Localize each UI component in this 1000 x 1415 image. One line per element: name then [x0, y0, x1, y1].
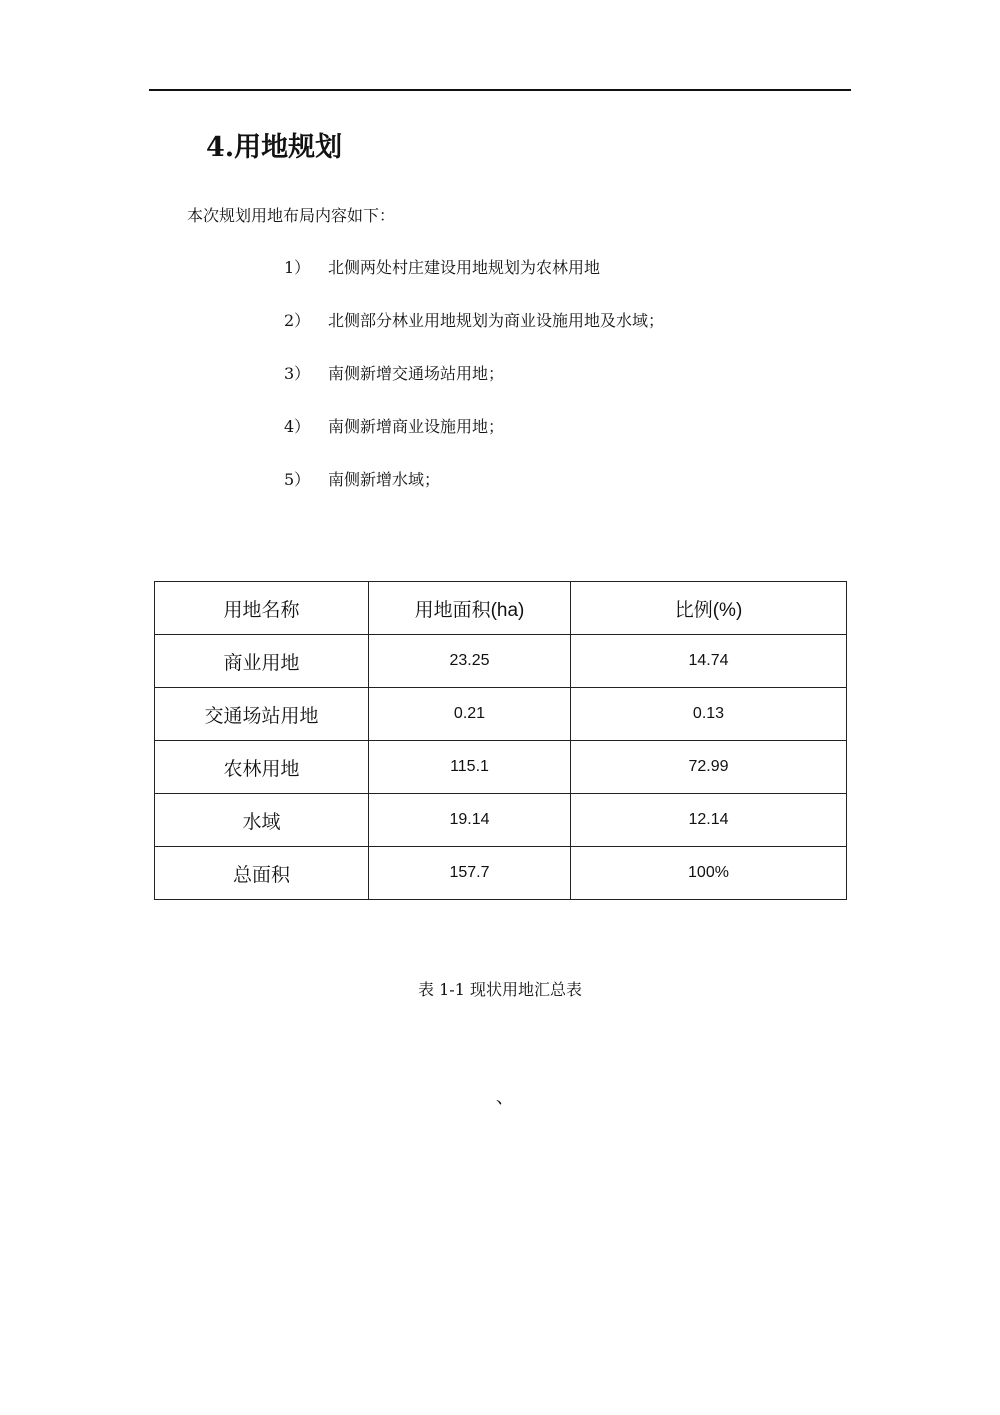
land-name-cell: 交通场站用地: [155, 688, 369, 741]
land-area-cell: 19.14: [369, 794, 571, 847]
ratio-cell: 100%: [571, 847, 847, 900]
land-name-cell: 农林用地: [155, 741, 369, 794]
ratio-cell: 14.74: [571, 635, 847, 688]
table-header-row: [155, 582, 847, 635]
land-area-cell: 115.1: [369, 741, 571, 794]
column-header-land-area: 用地面积(ha): [369, 582, 571, 635]
list-item-text: 南侧新增交通场站用地；: [328, 364, 505, 383]
table-row: [155, 794, 847, 847]
list-item: [284, 414, 504, 440]
list-item-number: 4）: [284, 417, 311, 436]
list-item-text: 北侧两处村庄建设用地规划为农林用地: [328, 258, 601, 277]
land-use-summary-table: [154, 581, 847, 900]
land-name-cell: 总面积: [155, 847, 369, 900]
table-row: [155, 741, 847, 794]
table-row: [155, 635, 847, 688]
list-item: [284, 361, 504, 387]
land-area-cell: 23.25: [369, 635, 571, 688]
list-item: [284, 308, 664, 334]
header-rule: [149, 89, 851, 91]
intro-paragraph: 本次规划用地布局内容如下：: [187, 206, 396, 225]
land-name-cell: 商业用地: [155, 635, 369, 688]
list-item-text: 南侧新增商业设施用地；: [328, 417, 505, 436]
list-item-text: 北侧部分林业用地规划为商业设施用地及水域；: [328, 311, 665, 330]
column-header-land-name: 用地名称: [155, 582, 369, 635]
ratio-cell: 72.99: [571, 741, 847, 794]
column-header-ratio: 比例(%): [571, 582, 847, 635]
land-name-cell: 水域: [155, 794, 369, 847]
stray-punctuation-mark: 、: [496, 1087, 514, 1108]
ratio-cell: 12.14: [571, 794, 847, 847]
list-item-number: 1）: [284, 258, 311, 277]
table-row-total: [155, 847, 847, 900]
ratio-cell: 0.13: [571, 688, 847, 741]
land-area-cell: 0.21: [369, 688, 571, 741]
list-item: [284, 255, 600, 281]
table-caption: 表 1-1 现状用地汇总表: [418, 980, 582, 999]
list-item-number: 2）: [284, 311, 311, 330]
list-item-text: 南侧新增水域；: [328, 470, 441, 489]
table-row: [155, 688, 847, 741]
land-area-cell: 157.7: [369, 847, 571, 900]
list-item-number: 5）: [284, 470, 311, 489]
section-heading: 4.用地规划: [206, 132, 343, 163]
list-item: [284, 467, 440, 493]
list-item-number: 3）: [284, 364, 311, 383]
